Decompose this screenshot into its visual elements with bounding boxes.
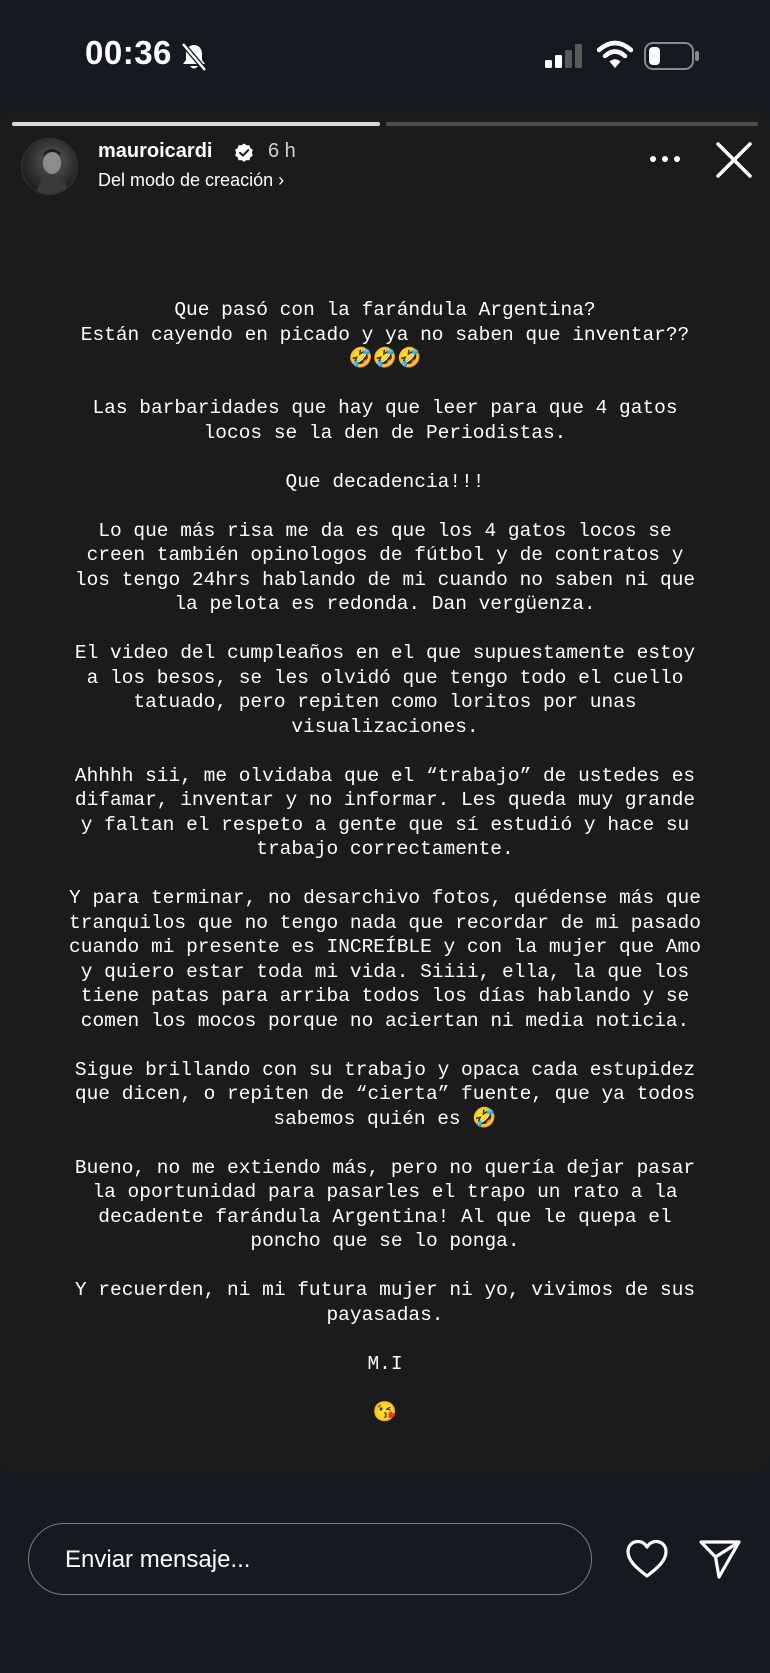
send-icon[interactable] — [698, 1537, 742, 1581]
avatar[interactable] — [21, 138, 78, 195]
bell-slash-icon — [180, 42, 208, 72]
story-paragraph: Y para terminar, no desarchivo fotos, quédense más que tranquilos que no tengo nada que recordar de mi pasado cuando mi presente es INCREÍBLE y con la mujer que Amo y quiero estar toda mi vida. Siiii, ella, la que los tiene patas para arriba todos los días hablando y se comen los mocos porque no aciertan ni media noticia. — [69, 887, 701, 1032]
message-placeholder: Enviar mensaje... — [65, 1546, 251, 1573]
battery-icon — [644, 42, 700, 70]
cellular-signal-icon — [545, 44, 585, 68]
status-time: 00:36 — [85, 34, 172, 71]
heart-icon[interactable] — [625, 1538, 669, 1580]
kiss-emoji: 😘 — [372, 1401, 398, 1424]
story-progress-fill-1 — [12, 122, 380, 126]
more-options-icon[interactable] — [648, 154, 682, 164]
status-bar — [0, 0, 770, 110]
send-message-input[interactable] — [28, 1523, 592, 1595]
story-paragraph: Que decadencia!!! — [285, 470, 485, 493]
story-signature: M.I — [367, 1352, 403, 1375]
story-card[interactable] — [0, 108, 770, 1474]
verified-badge-icon — [234, 143, 254, 163]
story-paragraph: Bueno, no me extiendo más, pero no quería dejar pasar la oportunidad para pasarles el trapo un rato a la decadente farándula Argentina! Al que le quepa el poncho que se lo ponga. — [74, 1156, 696, 1252]
story-paragraph: Las barbaridades que hay que leer para que 4 gatos locos se la den de Periodistas. — [92, 397, 678, 444]
story-paragraph: Ahhhh sii, me olvidaba que el “trabajo” de ustedes es difamar, inventar y no informar. Les queda muy grande y faltan el respeto a gente que sí estudió y hace su trabajo correctamente. — [74, 764, 696, 860]
story-paragraph: Sigue brillando con su trabajo y opaca cada estupidez que dicen, o repiten de “cierta” fuente, que ya todos sabemos quién es 🤣 — [74, 1058, 696, 1130]
story-text — [30, 298, 740, 1450]
story-paragraph: Y recuerden, ni mi futura mujer ni yo, vivimos de sus payasadas. — [74, 1279, 696, 1326]
username[interactable]: mauroicardi — [98, 140, 213, 162]
story-paragraph: El video del cumpleaños en el que supuestamente estoy a los besos, se les olvidó que tengo todo el cuello tatuado, pero repiten como loritos por unas visualizaciones. — [74, 642, 696, 738]
story-paragraph: Lo que más risa me da es que los 4 gatos locos se creen también opinologos de fútbol y de contratos y los tengo 24hrs hablando de mi cuando no saben ni que la pelota es redonda. Dan vergüenza. — [74, 519, 696, 615]
creation-mode-link[interactable]: Del modo de creación › — [98, 170, 285, 190]
wifi-icon — [597, 40, 633, 70]
story-progress-segment-1 — [12, 122, 380, 126]
post-time: 6 h — [268, 140, 296, 162]
story-paragraph: Que pasó con la farándula Argentina? Están cayendo en picado y ya no saben que inventar?? 🤣🤣🤣 — [80, 299, 690, 370]
close-icon[interactable] — [714, 140, 754, 180]
story-progress-segment-2 — [386, 122, 758, 126]
profile-photo-icon — [22, 139, 77, 194]
